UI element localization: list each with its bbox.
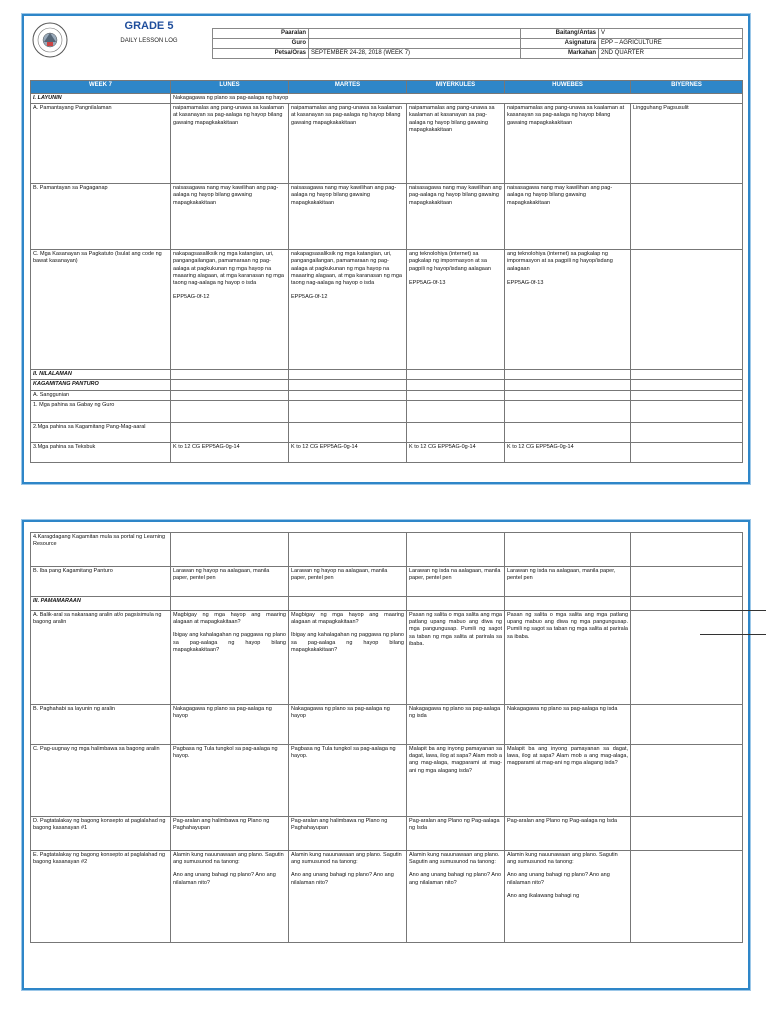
lesson-log-page-2 bbox=[22, 520, 750, 990]
karagdagang-label: 4.Karagdagang Kagamitan mula sa portal ng Learning Resource bbox=[31, 533, 171, 567]
table-cell: Larawan ng hayop na aalagaan, manila paper, pentel pen bbox=[171, 567, 289, 597]
table-cell bbox=[631, 533, 743, 567]
row-label: A. Pamantayang Pangnilalaman bbox=[31, 104, 171, 184]
teacher-label: Guro bbox=[213, 39, 309, 49]
table-cell bbox=[289, 250, 407, 370]
cell-text: Alamin kung nauunawaan ang plano. Sagutin ang sumusunod na tanong: bbox=[291, 852, 402, 866]
table-cell bbox=[289, 533, 407, 567]
pamamaraan-label: III. PAMAMARAAN bbox=[31, 597, 171, 611]
table-cell: Nakagagawa ng plano sa pag-aalaga ng isda bbox=[505, 705, 631, 745]
table-cell bbox=[407, 851, 505, 943]
teacher-value bbox=[309, 39, 521, 49]
table-cell bbox=[505, 611, 631, 705]
table-cell bbox=[407, 370, 505, 380]
table-cell bbox=[631, 380, 743, 390]
table-cell bbox=[631, 422, 743, 442]
table-cell bbox=[171, 390, 289, 400]
table-cell bbox=[171, 380, 289, 390]
grade-level-value: V bbox=[599, 29, 743, 39]
gabay-label: 1. Mga pahina sa Gabay ng Guro bbox=[31, 400, 171, 422]
layunin-label: I. LAYUNIN bbox=[31, 94, 171, 104]
table-row bbox=[31, 400, 743, 422]
competency-code: EPP5AG-0f-12 bbox=[291, 294, 328, 301]
teksbuk-label: 3.Mga pahina sa Teksbuk bbox=[31, 442, 171, 462]
cell-text: Ano ang unang bahagi ng plano? Ano ang nilalaman nito? bbox=[507, 872, 610, 886]
table-cell bbox=[631, 597, 743, 611]
table-cell: Lingguhang Pagsusulit bbox=[631, 104, 743, 184]
table-cell bbox=[407, 597, 505, 611]
grade-title: GRADE 5 bbox=[124, 20, 174, 32]
subject-label: Asignatura bbox=[521, 39, 599, 49]
table-cell: naipamamalas ang pang-unawa sa kaalaman at kasanayan sa pag-aalaga ng hayop bilang gawaing mapagkakakitaan bbox=[171, 104, 289, 184]
kagamitang-label: 2.Mga pahina sa Kagamitang Pang-Mag-aaral bbox=[31, 422, 171, 442]
column-header-row bbox=[31, 81, 743, 94]
row-label: A. Balik-aral sa nakaraang aralin at/o pagsisimula ng bagong aralin bbox=[31, 611, 171, 705]
cell-text: nakapagsasaliksik ng mga katangian, uri, pangangailangan, pamamaraan ng pag-aalaga at pagkukunan ng mga hayop na maaaring alagaan, at mga karanasan ng mga taong nag-aalaga ng hayop o isda bbox=[173, 251, 284, 287]
table-cell bbox=[631, 745, 743, 817]
table-cell: Malapit ba ang inyong pamayanan sa dagat, lawa, ilog at sapa? Alam mob a ang mag-alaga, magparami at mag-ani ng mga alagang isda? bbox=[505, 745, 631, 817]
table-cell bbox=[407, 400, 505, 422]
table-cell bbox=[289, 370, 407, 380]
table-cell: K to 12 CG EPP5AG-0g-14 bbox=[407, 442, 505, 462]
table-cell bbox=[171, 533, 289, 567]
table-cell bbox=[171, 611, 289, 705]
table-row bbox=[31, 817, 743, 851]
cell-text: nakapagsasaliksik ng mga katangian, uri, pangangailangan, pamamaraan ng pag-aalaga at pagkukunan ng mga hayop na maaaring alagaan, at mga karanasan ng mga taong nag-aalaga ng hayop o isda bbox=[291, 251, 402, 287]
header-info-table bbox=[212, 28, 743, 59]
col-week: WEEK 7 bbox=[31, 81, 171, 94]
cell-text: ang teknolohiya (internet) sa pagkalap ng impormasyon at sa pagpili ng hayop/isdang aalagaan bbox=[409, 251, 491, 272]
col-lunes: LUNES bbox=[171, 81, 289, 94]
table-cell: Pag-aralan ang Plano ng Pag-aalaga ng Isda bbox=[407, 817, 505, 851]
row-label: B. Paghahabi sa layunin ng aralin bbox=[31, 705, 171, 745]
table-cell bbox=[171, 250, 289, 370]
table-row bbox=[31, 370, 743, 380]
table-cell bbox=[289, 611, 407, 705]
table-cell: Pag-aralan ang halimbawa ng Plano ng Paghahayupan bbox=[171, 817, 289, 851]
cell-text: Ibigay ang kahalagahan ng paggawa ng plano sa pag-aalaga ng hayop bilang mapagkakakitaan? bbox=[173, 632, 286, 653]
table-cell bbox=[505, 250, 631, 370]
cell-text: Ibigay ang kahalagahan ng paggawa ng plano sa pag-aalaga ng hayop bilang mapagkakakitaan? bbox=[291, 632, 404, 653]
row-label: B. Pamantayan sa Pagaganap bbox=[31, 184, 171, 250]
cell-text: Pasan ng salita o mga salita ang mga patlang upang mabuo ang diwa ng mga pangungusap. Pumili ng sagot sa taban ng mga salita at parirala sa ibaba. bbox=[409, 612, 502, 647]
table-cell bbox=[289, 400, 407, 422]
competency-code: EPP5AG-0f-13 bbox=[409, 279, 446, 286]
table-cell bbox=[505, 390, 631, 400]
table-cell: naisasagawa nang may kawilihan ang pag-aalaga ng hayop bilang gawaing mapagkakakitaan bbox=[505, 184, 631, 250]
subject-value: EPP – AGRICULTURE bbox=[599, 39, 743, 49]
table-cell: Pagbasa ng Tula tungkol sa pag-aalaga ng hayop. bbox=[289, 745, 407, 817]
table-row bbox=[31, 250, 743, 370]
row-label: E. Pagtatalakay ng bagong konsepto at paglalahad ng bagong kasanayan #2 bbox=[31, 851, 171, 943]
cell-text: ang teknolohiya (internet) sa pagkalap ng impormasyon at sa pagpili ng hayop/isdang aalagaan bbox=[507, 251, 613, 272]
table-row bbox=[31, 705, 743, 745]
table-cell: Nakagagawa ng plano sa pag-aalaga ng isda bbox=[407, 705, 505, 745]
table-cell: Malapit ba ang inyong pamayanan sa dagat, lawa, ilog at sapa? Alam mob a ang mag-alaga, magparami at mag-ani ng mga alagang isda? bbox=[407, 745, 505, 817]
table-row bbox=[31, 422, 743, 442]
competency-code: EPP5AG-0f-13 bbox=[507, 279, 544, 286]
table-cell bbox=[505, 851, 631, 943]
row-label: C. Mga Kasanayan sa Pagkatuto (Isulat ang code ng bawat kasanayan) bbox=[31, 250, 171, 370]
cell-text: Ano ang unang bahagi ng plano? Ano ang nilalaman nito? bbox=[409, 872, 502, 886]
table-cell bbox=[505, 422, 631, 442]
table-cell bbox=[631, 390, 743, 400]
lesson-table-page-1 bbox=[30, 80, 743, 463]
col-huwebes: HUWEBES bbox=[505, 81, 631, 94]
table-row bbox=[31, 611, 743, 705]
iba-label: B. Iba pang Kagamitang Panturo bbox=[31, 567, 171, 597]
table-row bbox=[31, 851, 743, 943]
cell-text: Alamin kung nauunawaan ang plano. Sagutin ang sumusunod na tanong: bbox=[507, 852, 618, 866]
table-row bbox=[31, 94, 743, 104]
table-cell bbox=[289, 380, 407, 390]
table-cell bbox=[171, 851, 289, 943]
table-cell bbox=[505, 380, 631, 390]
table-cell bbox=[171, 400, 289, 422]
log-title: DAILY LESSON LOG bbox=[120, 38, 178, 44]
quarter-value: 2ND QUARTER bbox=[599, 49, 743, 59]
table-row bbox=[31, 442, 743, 462]
table-cell: naisasagawa nang may kawilihan ang pag-aalaga ng hayop bilang gawaing mapagkakakitaan bbox=[171, 184, 289, 250]
cell-text: Magbigay ng mga hayop ang maaring alagaan at mapagkakitaan? bbox=[173, 612, 286, 626]
table-cell bbox=[631, 442, 743, 462]
table-cell bbox=[407, 533, 505, 567]
table-cell bbox=[631, 250, 743, 370]
table-cell bbox=[505, 400, 631, 422]
cell-text: Ano ang ikalawang bahagi ng bbox=[507, 892, 580, 899]
table-row bbox=[31, 104, 743, 184]
table-cell: Larawan ng isda na aalagaan, manila paper, pentel pen bbox=[407, 567, 505, 597]
table-cell bbox=[631, 400, 743, 422]
table-cell bbox=[631, 705, 743, 745]
lesson-log-page-1 bbox=[22, 14, 750, 484]
table-cell bbox=[407, 390, 505, 400]
table-cell bbox=[171, 422, 289, 442]
table-row bbox=[31, 597, 743, 611]
table-cell bbox=[505, 533, 631, 567]
table-cell: K to 12 CG EPP5AG-0g-14 bbox=[505, 442, 631, 462]
date-label: Petsa/Oras bbox=[213, 49, 309, 59]
table-row bbox=[31, 380, 743, 390]
table-cell: Larawan ng isda na aalagaan, manila paper, pentel pen bbox=[505, 567, 631, 597]
table-cell: naipamamalas ang pang-unawa sa kaalaman at kasanayan sa pag-aalaga ng hayop bilang gawaing mapagkakakitaan bbox=[289, 104, 407, 184]
table-cell: naipamamalas ang pang-unawa sa kaalaman at kasanayan sa pag-aalaga ng hayop bilang gawaing mapagkakakitaan bbox=[407, 104, 505, 184]
competency-code: EPP5AG-0f-12 bbox=[173, 294, 210, 301]
col-biyernes: BIYERNES bbox=[631, 81, 743, 94]
table-cell bbox=[631, 611, 743, 705]
table-row bbox=[31, 533, 743, 567]
table-cell bbox=[631, 817, 743, 851]
cell-text: Pasan ng salita o mga salita ang mga patlang upang mabuo ang diwa ng mga pangungusap. Pumili ng sagot sa taban ng mga salita at parirala sa ibaba. bbox=[507, 612, 628, 640]
table-cell bbox=[631, 184, 743, 250]
cell-text: Ano ang unang bahagi ng plano? Ano ang nilalaman nito? bbox=[173, 872, 276, 886]
table-cell: naisasagawa nang may kawilihan ang pag-aalaga ng hayop bilang gawaing mapagkakakitaan bbox=[407, 184, 505, 250]
table-cell bbox=[407, 380, 505, 390]
table-cell bbox=[407, 250, 505, 370]
table-cell: K to 12 CG EPP5AG-0g-14 bbox=[289, 442, 407, 462]
cell-text: Magbigay ng mga hayop ang maaring alagaan at mapagkakitaan? bbox=[291, 612, 404, 626]
table-cell bbox=[505, 370, 631, 380]
table-cell bbox=[505, 597, 631, 611]
table-cell: Nakagagawa ng plano sa pag-aalaga ng hayop bbox=[171, 705, 289, 745]
table-cell: Pag-aralan ang Plano ng Pag-aalaga ng Isda bbox=[505, 817, 631, 851]
grade-level-label: Baitang/Antas bbox=[521, 29, 599, 39]
sanggunian-label: A. Sanggunian bbox=[31, 390, 171, 400]
table-cell bbox=[289, 390, 407, 400]
date-value: SEPTEMBER 24-28, 2018 (WEEK 7) bbox=[309, 49, 521, 59]
nilalaman-label: II. NILALAMAN bbox=[31, 370, 171, 380]
col-martes: MARTES bbox=[289, 81, 407, 94]
cell-text: Alamin kung nauunawaan ang plano. Sagutin ang sumusunod na tanong: bbox=[409, 852, 500, 866]
deped-seal-icon bbox=[32, 22, 68, 58]
layunin-value: Nakagagawa ng plano sa pag-aalaga ng hayop bbox=[171, 94, 743, 104]
table-row bbox=[31, 390, 743, 400]
school-label: Paaralan bbox=[213, 29, 309, 39]
table-cell: naisasagawa nang may kawilihan ang pag-aalaga ng hayop bilang gawaing mapagkakakitaan bbox=[289, 184, 407, 250]
table-row bbox=[31, 184, 743, 250]
table-cell bbox=[171, 370, 289, 380]
table-cell bbox=[171, 597, 289, 611]
table-cell: Pag-aralan ang halimbawa ng Plano ng Paghahayupan bbox=[289, 817, 407, 851]
table-row bbox=[31, 745, 743, 817]
table-cell bbox=[407, 422, 505, 442]
table-cell bbox=[289, 422, 407, 442]
table-cell: Pagbasa ng Tula tungkol sa pag-aalaga ng hayop. bbox=[171, 745, 289, 817]
table-cell bbox=[631, 567, 743, 597]
cell-text: Ano ang unang bahagi ng plano? Ano ang nilalaman nito? bbox=[291, 872, 394, 886]
school-value bbox=[309, 29, 521, 39]
row-label: D. Pagtatalakay ng bagong konsepto at paglalahad ng bagong kasanayan #1 bbox=[31, 817, 171, 851]
quarter-label: Markahan bbox=[521, 49, 599, 59]
table-cell bbox=[631, 851, 743, 943]
table-cell bbox=[289, 597, 407, 611]
cell-text: Alamin kung nauunawaan ang plano. Sagutin ang sumusunod na tanong: bbox=[173, 852, 284, 866]
document-header bbox=[24, 16, 748, 72]
lesson-table-page-2 bbox=[30, 532, 743, 943]
table-row bbox=[31, 567, 743, 597]
table-cell: Nakagagawa ng plano sa pag-aalaga ng hayop bbox=[289, 705, 407, 745]
table-cell: naipamamalas ang pang-unawa sa kaalaman at kasanayan sa pag-aalaga ng hayop bilang gawaing mapagkakakitaan bbox=[505, 104, 631, 184]
table-cell: Larawan ng hayop na aalagaan, manila paper, pentel pen bbox=[289, 567, 407, 597]
col-miyerkules: MIYERKULES bbox=[407, 81, 505, 94]
table-cell: K to 12 CG EPP5AG-0g-14 bbox=[171, 442, 289, 462]
table-cell bbox=[407, 611, 505, 705]
table-cell bbox=[289, 851, 407, 943]
edge-marker-line bbox=[700, 634, 766, 635]
kagamitan-label: KAGAMITANG PANTURO bbox=[31, 380, 171, 390]
edge-marker-line bbox=[700, 610, 766, 611]
table-cell bbox=[631, 370, 743, 380]
row-label: C. Pag-uugnay ng mga halimbawa sa bagong aralin bbox=[31, 745, 171, 817]
